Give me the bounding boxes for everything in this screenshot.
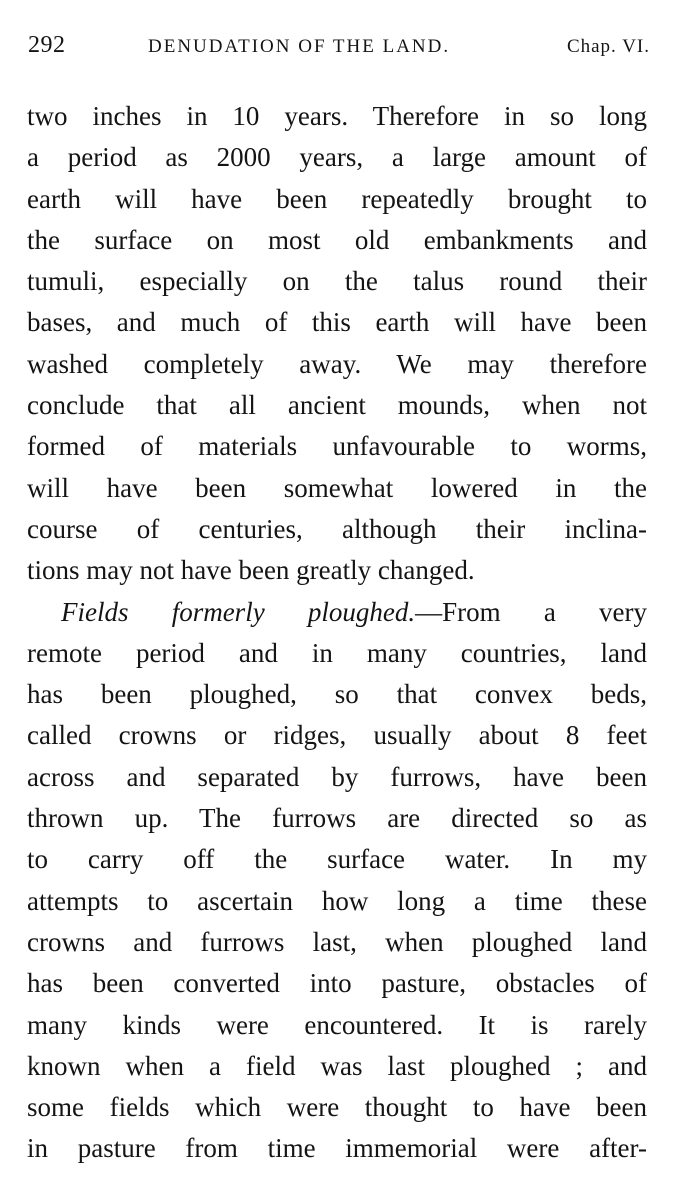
- text-line: attempts to ascertain how long a time these: [27, 885, 647, 916]
- text-line: course of centuries, although their inclina-: [27, 513, 647, 544]
- text-line: in pasture from time immemorial were after-: [27, 1133, 647, 1164]
- text-line: will have been somewhat lowered in the: [27, 472, 647, 503]
- running-head: [28, 32, 650, 66]
- text-line: conclude that all ancient mounds, when not: [27, 390, 647, 421]
- text-line: earth will have been repeatedly brought to: [27, 183, 647, 214]
- page-number: 292: [28, 32, 66, 58]
- text-line: washed completely away. We may therefore: [27, 348, 647, 379]
- text-line: thrown up. The furrows are directed so as: [27, 803, 647, 834]
- text-line: some fields which were thought to have been: [27, 1092, 647, 1123]
- text-line: known when a field was last ploughed ; and: [27, 1050, 647, 1081]
- paragraph-last-line: tions may not have been greatly changed.: [27, 555, 475, 586]
- text-line: has been converted into pasture, obstacles of: [27, 968, 647, 999]
- text-line: has been ploughed, so that convex beds,: [27, 679, 647, 710]
- text-line: called crowns or ridges, usually about 8 feet: [27, 720, 647, 751]
- running-title: DENUDATION OF THE LAND.: [148, 36, 451, 57]
- text-line: the surface on most old embankments and: [27, 224, 647, 255]
- section-first-line-text: —From a very: [415, 596, 647, 627]
- section-first-line: [27, 592, 647, 633]
- text-line: crowns and furrows last, when ploughed land: [27, 926, 647, 957]
- body-text: [27, 96, 647, 1170]
- text-line: many kinds were encountered. It is rarely: [27, 1009, 647, 1040]
- chapter-reference: Chap. VI.: [566, 36, 650, 57]
- text-line: bases, and much of this earth will have been: [27, 307, 647, 338]
- text-line: formed of materials unfavourable to worms,: [27, 431, 647, 462]
- section-heading: Fields formerly ploughed.: [61, 596, 416, 627]
- text-line: two inches in 10 years. Therefore in so long: [27, 101, 647, 131]
- text-line: tumuli, especially on the talus round their: [27, 266, 647, 297]
- text-line: to carry off the surface water. In my: [27, 844, 647, 875]
- text-line: remote period and in many countries, land: [27, 637, 647, 668]
- text-line: across and separated by furrows, have been: [27, 761, 647, 792]
- text-line: a period as 2000 years, a large amount of: [27, 142, 647, 173]
